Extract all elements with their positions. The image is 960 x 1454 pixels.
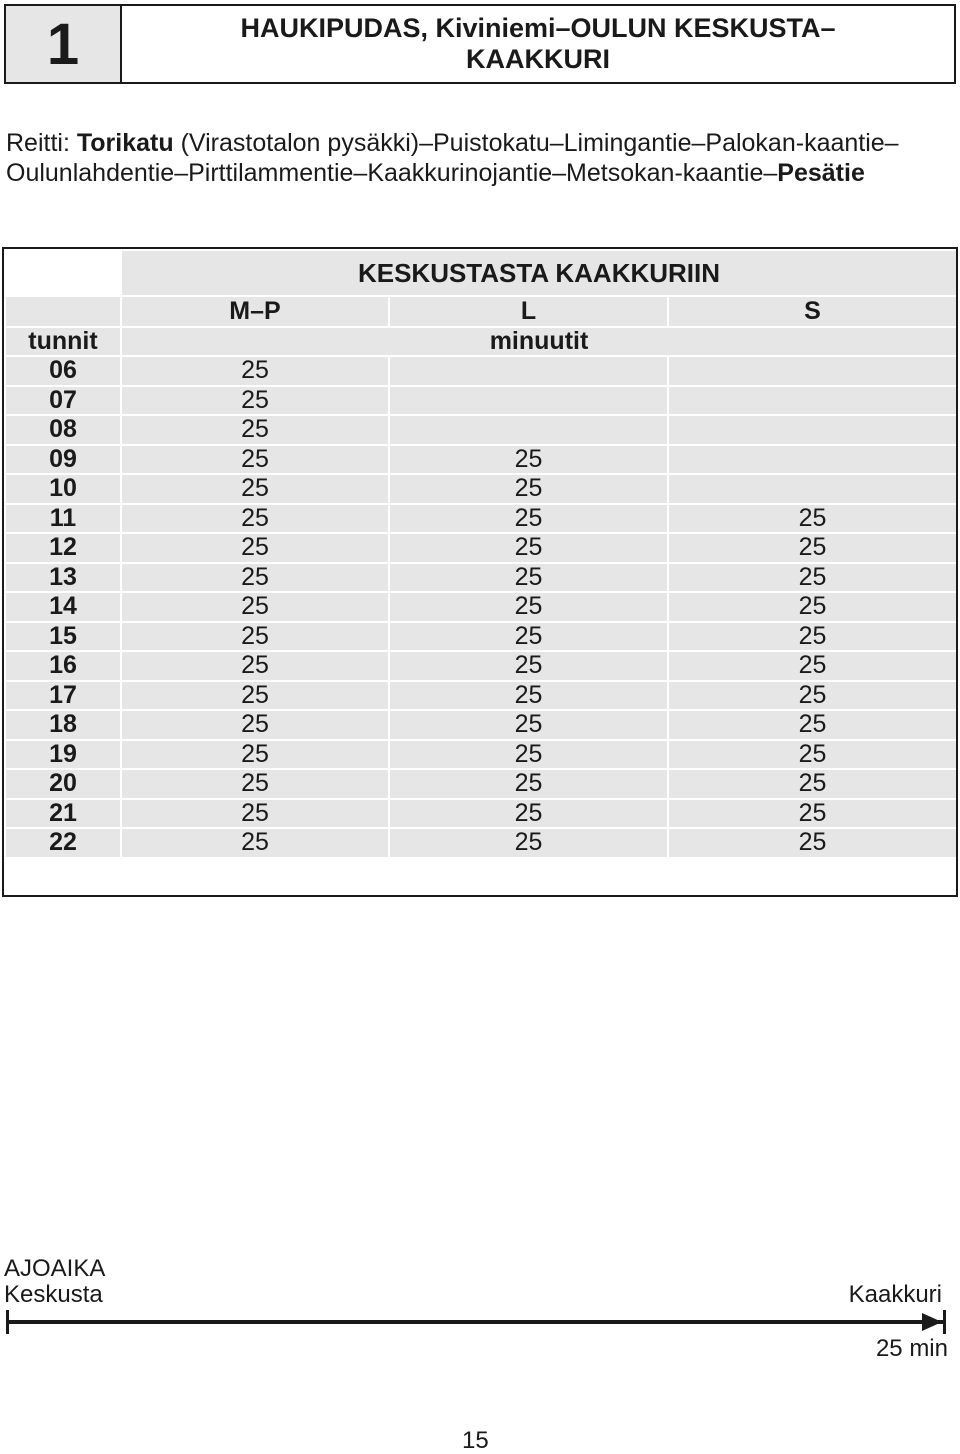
minutes-mp-cell: 25 [121, 356, 389, 386]
minutes-l-cell: 25 [389, 681, 668, 711]
hour-cell: 16 [5, 651, 121, 681]
minutes-mp-cell: 25 [121, 474, 389, 504]
minutes-s-cell: 25 [668, 681, 957, 711]
hour-cell: 18 [5, 710, 121, 740]
minutes-l-cell: 25 [389, 828, 668, 858]
minutes-l-cell: 25 [389, 710, 668, 740]
minutes-mp-cell: 25 [121, 769, 389, 799]
table-row [5, 415, 957, 445]
hour-cell: 19 [5, 740, 121, 770]
hour-cell: 12 [5, 533, 121, 563]
minutes-s-cell: 25 [668, 651, 957, 681]
hours-label: tunnit [5, 327, 121, 356]
minutes-mp-cell: 25 [121, 799, 389, 829]
travel-duration: 25 min [875, 1335, 948, 1362]
timetable-corner [5, 250, 121, 296]
table-row [5, 799, 957, 829]
minutes-mp-cell: 25 [121, 710, 389, 740]
minutes-s-cell: 25 [668, 622, 957, 652]
route-middle: (Virastotalon pysäkki)–Puistokatu–Limingantie–Palokan-kaantie–Oulunlahdentie–Pirttilammentie–Kaakkurinojantie–Metsokan-kaantie– [6, 129, 899, 187]
minutes-mp-cell: 25 [121, 651, 389, 681]
minutes-s-cell [668, 445, 957, 475]
minutes-mp-cell: 25 [121, 504, 389, 534]
travel-time-label: AJOAIKA [4, 1255, 106, 1282]
table-row [5, 592, 957, 622]
minutes-l-cell [389, 356, 668, 386]
minutes-s-cell: 25 [668, 799, 957, 829]
hour-cell: 08 [5, 415, 121, 445]
minutes-mp-cell: 25 [121, 592, 389, 622]
minutes-l-cell: 25 [389, 592, 668, 622]
minutes-mp-cell: 25 [121, 415, 389, 445]
minutes-s-cell [668, 356, 957, 386]
hour-cell: 11 [5, 504, 121, 534]
minutes-mp-cell: 25 [121, 622, 389, 652]
table-row [5, 563, 957, 593]
table-row [5, 828, 957, 858]
route-title [122, 6, 954, 82]
hour-cell: 22 [5, 828, 121, 858]
timeline-end-tick [943, 1310, 946, 1334]
route-prefix: Reitti: [6, 129, 77, 157]
minutes-l-cell: 25 [389, 799, 668, 829]
minutes-s-cell [668, 386, 957, 416]
table-row [5, 622, 957, 652]
table-row [5, 651, 957, 681]
minutes-s-cell: 25 [668, 592, 957, 622]
day-group-s: S [668, 296, 957, 327]
table-row [5, 710, 957, 740]
minutes-mp-cell: 25 [121, 681, 389, 711]
minutes-s-cell: 25 [668, 710, 957, 740]
table-row [5, 504, 957, 534]
route-end: Pesätie [777, 159, 865, 187]
timetable [4, 249, 958, 859]
minutes-l-cell [389, 415, 668, 445]
hour-cell: 09 [5, 445, 121, 475]
hour-cell: 15 [5, 622, 121, 652]
minutes-l-cell: 25 [389, 474, 668, 504]
minutes-l-cell: 25 [389, 651, 668, 681]
direction-heading: KESKUSTASTA KAAKKURIIN [121, 250, 957, 296]
minutes-s-cell: 25 [668, 828, 957, 858]
minutes-l-cell: 25 [389, 740, 668, 770]
hour-cell: 13 [5, 563, 121, 593]
minutes-mp-cell: 25 [121, 563, 389, 593]
day-group-mp: M–P [121, 296, 389, 327]
arrow-right-icon [922, 1313, 942, 1331]
hour-cell: 17 [5, 681, 121, 711]
route-header [4, 4, 956, 84]
minutes-l-cell: 25 [389, 563, 668, 593]
hour-cell: 10 [5, 474, 121, 504]
minutes-mp-cell: 25 [121, 533, 389, 563]
minutes-l-cell [389, 386, 668, 416]
day-group-l: L [389, 296, 668, 327]
hour-cell: 06 [5, 356, 121, 386]
minutes-mp-cell: 25 [121, 445, 389, 475]
minutes-mp-cell: 25 [121, 386, 389, 416]
table-row [5, 681, 957, 711]
page-number: 15 [462, 1427, 489, 1454]
minutes-l-cell: 25 [389, 504, 668, 534]
route-title-line1: HAUKIPUDAS, Kiviniemi–OULUN KESKUSTA– [240, 13, 836, 43]
minutes-l-cell: 25 [389, 533, 668, 563]
route-title-line2: KAAKKURI [466, 44, 610, 74]
timeline-line [8, 1320, 944, 1324]
travel-to: Kaakkuri [848, 1281, 942, 1308]
minutes-l-cell: 25 [389, 445, 668, 475]
hour-cell: 14 [5, 592, 121, 622]
day-group-corner [5, 296, 121, 327]
table-row [5, 769, 957, 799]
route-start: Torikatu [76, 129, 174, 157]
hour-cell: 20 [5, 769, 121, 799]
minutes-s-cell: 25 [668, 740, 957, 770]
table-row [5, 474, 957, 504]
table-row [5, 445, 957, 475]
travel-from: Keskusta [4, 1281, 103, 1308]
minutes-s-cell [668, 415, 957, 445]
table-row [5, 740, 957, 770]
table-row [5, 533, 957, 563]
minutes-s-cell: 25 [668, 563, 957, 593]
minutes-s-cell: 25 [668, 769, 957, 799]
route-number: 1 [6, 6, 122, 82]
route-description [6, 128, 946, 188]
hour-cell: 21 [5, 799, 121, 829]
minutes-s-cell: 25 [668, 533, 957, 563]
minutes-label: minuutit [121, 327, 957, 356]
table-row [5, 386, 957, 416]
hour-cell: 07 [5, 386, 121, 416]
minutes-l-cell: 25 [389, 769, 668, 799]
minutes-l-cell: 25 [389, 622, 668, 652]
minutes-s-cell: 25 [668, 504, 957, 534]
table-row [5, 356, 957, 386]
minutes-mp-cell: 25 [121, 828, 389, 858]
minutes-s-cell [668, 474, 957, 504]
minutes-mp-cell: 25 [121, 740, 389, 770]
